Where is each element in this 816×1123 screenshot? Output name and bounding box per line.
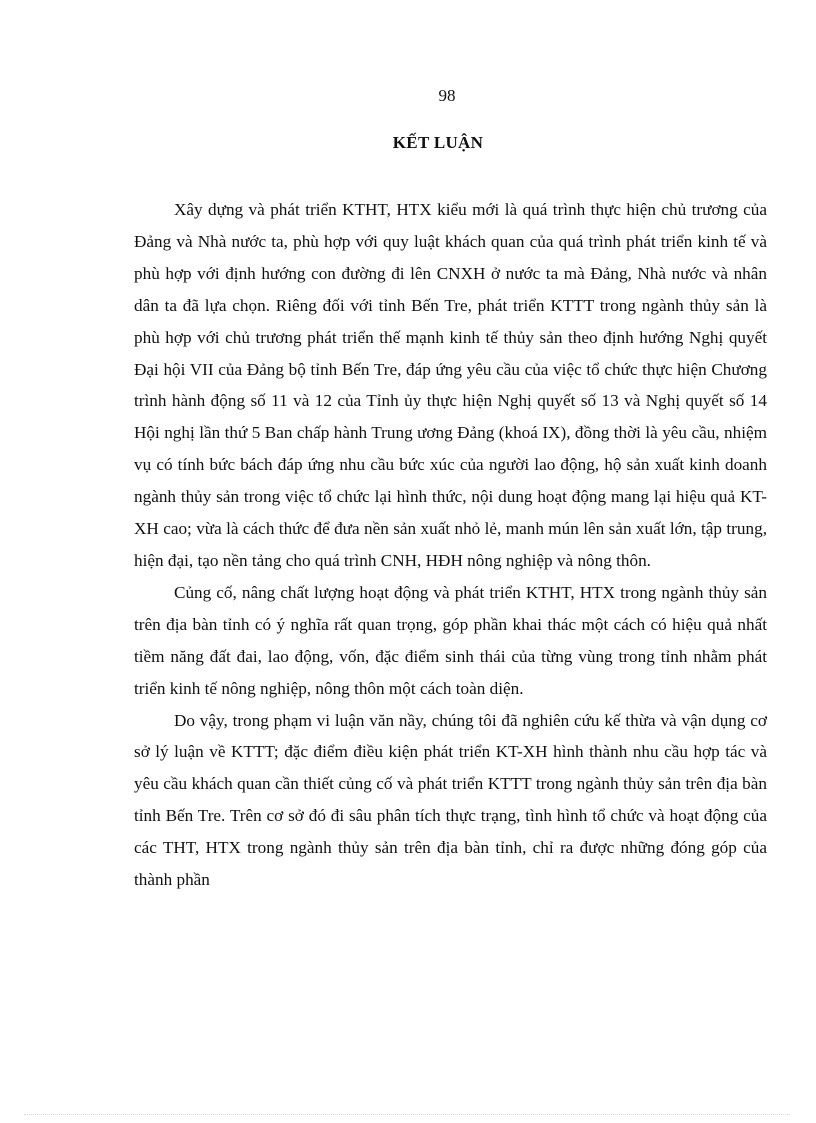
page-bottom-divider (24, 1114, 790, 1115)
paragraph-2: Củng cố, nâng chất lượng hoạt động và phát triển KTHT, HTX trong ngành thủy sản trên địa bàn tỉnh có ý nghĩa rất quan trọng, góp phần khai thác một cách có hiệu quả nhất tiềm năng đất đai, lao động, vốn, đặc điểm sinh thái của từng vùng trong tỉnh nhằm phát triển kinh tế nông nghiệp, nông thôn một cách toàn diện. (134, 582, 767, 698)
page-number: 98 (438, 86, 456, 105)
paragraph-3: Do vậy, trong phạm vi luận văn nầy, chúng tôi đã nghiên cứu kế thừa và vận dụng cơ sở lý luận về KTTT; đặc điểm điều kiện phát triển KT-XH hình thành nhu cầu hợp tác và yêu cầu khách quan cần thiết củng cố và phát triển KTTT trong ngành thủy sản trên địa bàn tỉnh Bến Tre. Trên cơ sở đó đi sâu phân tích thực trạng, tình hình tổ chức và hoạt động của các THT, HTX trong ngành thủy sản trên địa bàn tỉnh, chỉ ra được những đóng góp của thành phần (134, 710, 767, 890)
body-text (134, 194, 767, 896)
paragraph-1: Xây dựng và phát triển KTHT, HTX kiểu mới là quá trình thực hiện chủ trương của Đảng và Nhà nước ta, phù hợp với quy luật khách quan của quá trình phát triển kinh tế và phù hợp với định hướng con đường đi lên CNXH ở nước ta mà Đảng, Nhà nước và nhân dân ta đã lựa chọn. Riêng đối với tỉnh Bến Tre, phát triển KTTT trong ngành thủy sản là phù hợp với chủ trương phát triển thế mạnh kinh tế thủy sản theo định hướng Nghị quyết Đại hội VII của Đảng bộ tỉnh Bến Tre, đáp ứng yêu cầu của việc tổ chức thực hiện Chương trình hành động số 11 và 12 của Tỉnh ủy thực hiện Nghị quyết số 13 và Nghị quyết số 14 Hội nghị lần thứ 5 Ban chấp hành Trung ương Đảng (khoá IX), đồng thời là yêu cầu, nhiệm vụ có tính bức bách đáp ứng nhu cầu bức xúc của người lao động, hộ sản xuất kinh doanh ngành thủy sản trong việc tổ chức lại hình thức, nội dung hoạt động mang lại hiệu quả KT-XH cao; vừa là cách thức để đưa nền sản xuất nhỏ lẻ, manh mún lên sản xuất lớn, tập trung, hiện đại, tạo nền tảng cho quá trình CNH, HĐH nông nghiệp và nông thôn. (134, 200, 767, 570)
section-heading: KẾT LUẬN (392, 133, 484, 152)
